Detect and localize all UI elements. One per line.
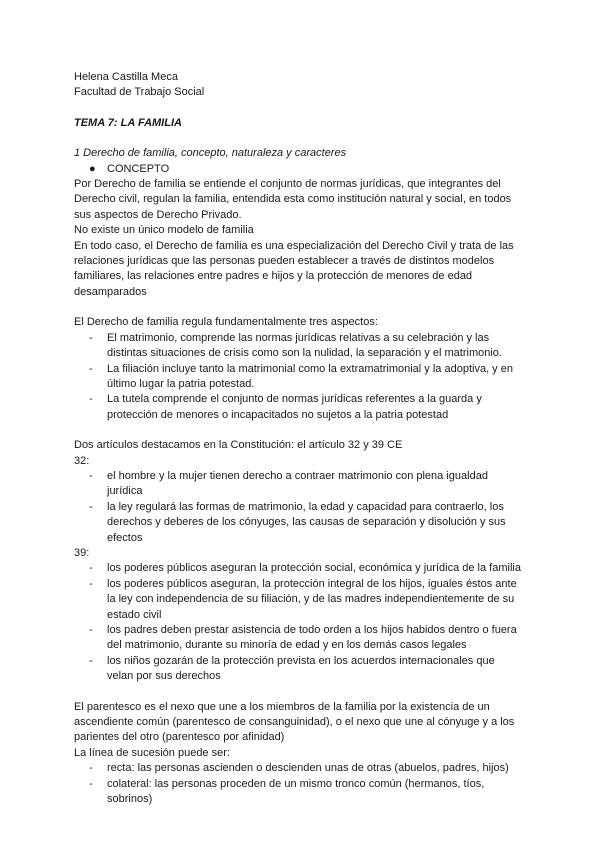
aspects-intro: El Derecho de familia regula fundamentalmente tres aspectos: xyxy=(74,316,378,329)
list-item xyxy=(74,392,544,423)
list-item-line: La filiación incluye tanto la matrimonial como la extramatrimonial y la adoptiva, y en xyxy=(107,362,513,375)
list-item-line: protección de menores o incapacitados no sujetos a la patria potestad xyxy=(107,408,449,421)
list-item-line: La tutela comprende el conjunto de normas jurídicas referentes a la guarda y xyxy=(107,393,482,406)
dash-marker: - xyxy=(89,362,93,375)
list-item-line: colateral: las personas proceden de un mismo tronco común (hermanos, tíos, xyxy=(107,777,485,790)
list-item xyxy=(74,362,544,393)
article-39-list xyxy=(74,561,544,684)
article-39-label: 39: xyxy=(74,546,90,559)
list-item-line: El matrimonio, comprende las normas jurídicas relativas a su celebración y las xyxy=(107,331,490,344)
paragraph-line: desamparados xyxy=(74,285,147,298)
aspects-list xyxy=(74,331,544,423)
list-item-line: los padres deben prestar asistencia de todo orden a los hijos habidos dentro o fuera xyxy=(107,624,517,636)
no-unique-model-text: No existe un único modelo de familia xyxy=(74,224,254,237)
list-item-line: sobrinos) xyxy=(107,793,153,806)
paragraph-line: ascendiente común (parentesco de consanguinidad), o el nexo que une al cónyuge y a los xyxy=(74,716,515,729)
paragraph-line: Por Derecho de familia se entiende el conjunto de normas jurídicas, que integrantes del xyxy=(74,178,501,191)
paragraph-line: sus aspectos de Derecho Privado. xyxy=(74,208,242,221)
document-page xyxy=(74,70,544,807)
list-item xyxy=(74,469,544,500)
list-item-line: derechos y deberes de los cónyuges, las causas de separación y disolución y sus xyxy=(107,516,506,529)
list-item-line: jurídica xyxy=(107,485,143,498)
paragraph-line: Derecho civil, regulan la familia, entendida esta como institución natural y social, en todos xyxy=(74,193,512,206)
list-item-line: los poderes públicos aseguran la protección social, económica y jurídica de la familia xyxy=(107,562,521,575)
list-item xyxy=(74,654,544,685)
list-item-line: último lugar la patria potestad. xyxy=(107,377,255,390)
dash-marker: - xyxy=(89,777,93,790)
list-item xyxy=(74,561,544,576)
document-title: TEMA 7: LA FAMILIA xyxy=(74,116,182,129)
list-item-line: el hombre y la mujer tienen derecho a contraer matrimonio con plena igualdad xyxy=(107,469,488,482)
list-item-line: del matrimonio, durante su minoría de edad y en los demás casos legales xyxy=(107,639,467,652)
list-item xyxy=(74,577,544,623)
definition-paragraph xyxy=(74,177,544,223)
list-item xyxy=(74,331,544,362)
paragraph-line: El parentesco es el nexo que une a los miembros de la familia por la existencia de un xyxy=(74,700,490,713)
succession-intro: La línea de sucesión puede ser: xyxy=(74,746,230,759)
paragraph-line: relaciones jurídicas que las personas pueden establecer a través de distintos modelos xyxy=(74,255,495,268)
list-item xyxy=(74,761,544,776)
article-32-label: 32: xyxy=(74,454,90,467)
dash-marker: - xyxy=(89,500,93,513)
list-item-line: distintas situaciones de crisis como son la nulidad, la separación y el matrimonio. xyxy=(107,347,502,360)
list-item-line: recta: las personas ascienden o descienden unas de otras (abuelos, padres, hijos) xyxy=(107,762,509,775)
list-item xyxy=(74,500,544,546)
list-item-line: la ley con independencia de su filiación, y de las madres independientemente de su xyxy=(107,593,515,606)
dash-marker: - xyxy=(89,562,93,575)
list-item-line: los niños gozarán de la protección prevista en los acuerdos internacionales que xyxy=(107,654,495,667)
author-name: Helena Castilla Meca xyxy=(74,71,178,83)
dash-marker: - xyxy=(89,469,93,482)
list-item-line: velan por sus derechos xyxy=(107,670,221,683)
list-item-line: la ley regulará las formas de matrimonio, la edad y capacidad para contraerlo, los xyxy=(107,500,504,513)
section-heading: 1 Derecho de familia, concepto, naturaleza y caracteres xyxy=(74,147,347,160)
dash-marker: - xyxy=(89,654,93,667)
faculty-name: Facultad de Trabajo Social xyxy=(74,86,205,99)
concept-bullet xyxy=(74,162,544,177)
succession-list xyxy=(74,761,544,807)
paragraph-line: En todo caso, el Derecho de familia es una especialización del Derecho Civil y trata de las xyxy=(74,239,514,252)
article-32-list xyxy=(74,469,544,546)
dash-marker: - xyxy=(89,762,93,775)
dash-marker: - xyxy=(89,393,93,406)
dash-marker: - xyxy=(89,624,93,636)
constitution-intro: Dos artículos destacamos en la Constitución: el artículo 32 y 39 CE xyxy=(74,439,403,452)
concept-label: CONCEPTO xyxy=(107,162,170,175)
specialization-paragraph xyxy=(74,239,544,301)
list-item-line: efectos xyxy=(107,531,143,544)
dash-marker: - xyxy=(89,331,93,344)
paragraph-line: parientes del otro (parentesco por afinidad) xyxy=(74,731,285,744)
bullet-icon: ● xyxy=(89,162,96,175)
list-item-line: estado civil xyxy=(107,608,162,621)
dash-marker: - xyxy=(89,577,93,590)
paragraph-line: familiares, las relaciones entre padres e hijos y la protección de menores de edad xyxy=(74,270,473,283)
kinship-paragraph xyxy=(74,700,544,746)
list-item xyxy=(74,623,544,654)
list-item xyxy=(74,777,544,808)
list-item-line: los poderes públicos aseguran, la protección integral de los hijos, iguales éstos ante xyxy=(107,577,517,590)
